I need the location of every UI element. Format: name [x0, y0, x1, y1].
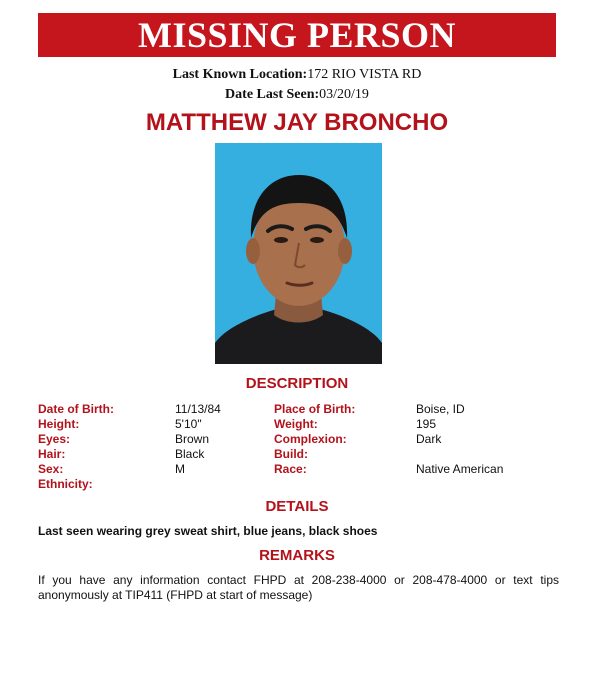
date-label: Date Last Seen:: [225, 87, 320, 102]
remarks-text: If you have any information contact FHPD at 208-238-4000 or 208-478-4000 or text tips anonymously at TIP411 (FHPD at start of message): [38, 573, 559, 602]
person-name: MATTHEW JAY BRONCHO: [145, 109, 449, 136]
description-title: DESCRIPTION: [245, 375, 349, 392]
race-label: Race:: [274, 462, 307, 476]
race-value: Native American: [416, 462, 504, 476]
height-value: 5'10": [175, 417, 202, 431]
details-title: DETAILS: [265, 498, 329, 515]
date-value: 03/20/19: [319, 87, 369, 102]
sex-label: Sex:: [38, 462, 64, 476]
pob-label: Place of Birth:: [274, 402, 356, 416]
location-value: 172 RIO VISTA RD: [307, 67, 422, 82]
pob-value: Boise, ID: [416, 402, 465, 416]
weight-label: Weight:: [274, 417, 318, 431]
missing-person-banner: [38, 13, 556, 57]
height-label: Height:: [38, 417, 80, 431]
complexion-value: Dark: [416, 432, 442, 446]
banner-title: MISSING PERSON: [137, 15, 457, 55]
last-known-location: [0, 67, 594, 83]
weight-value: 195: [416, 417, 437, 431]
complexion-label: Complexion:: [274, 432, 347, 446]
eyes-value: Brown: [175, 432, 210, 446]
location-label: Last Known Location:: [172, 67, 308, 82]
details-text: Last seen wearing grey sweat shirt, blue jeans, black shoes: [38, 524, 378, 538]
dob-value: 11/13/84: [175, 402, 221, 416]
person-photo-graphic: [215, 143, 382, 364]
ethnicity-label: Ethnicity:: [38, 477, 93, 491]
person-photo: [215, 143, 382, 364]
hair-label: Hair:: [38, 447, 66, 461]
sex-value: M: [175, 462, 185, 476]
eyes-label: Eyes:: [38, 432, 71, 446]
dob-label: Date of Birth:: [38, 402, 114, 416]
hair-value: Black: [175, 447, 205, 461]
remarks-title: REMARKS: [259, 547, 335, 564]
build-label: Build:: [274, 447, 308, 461]
date-last-seen: [0, 87, 594, 103]
